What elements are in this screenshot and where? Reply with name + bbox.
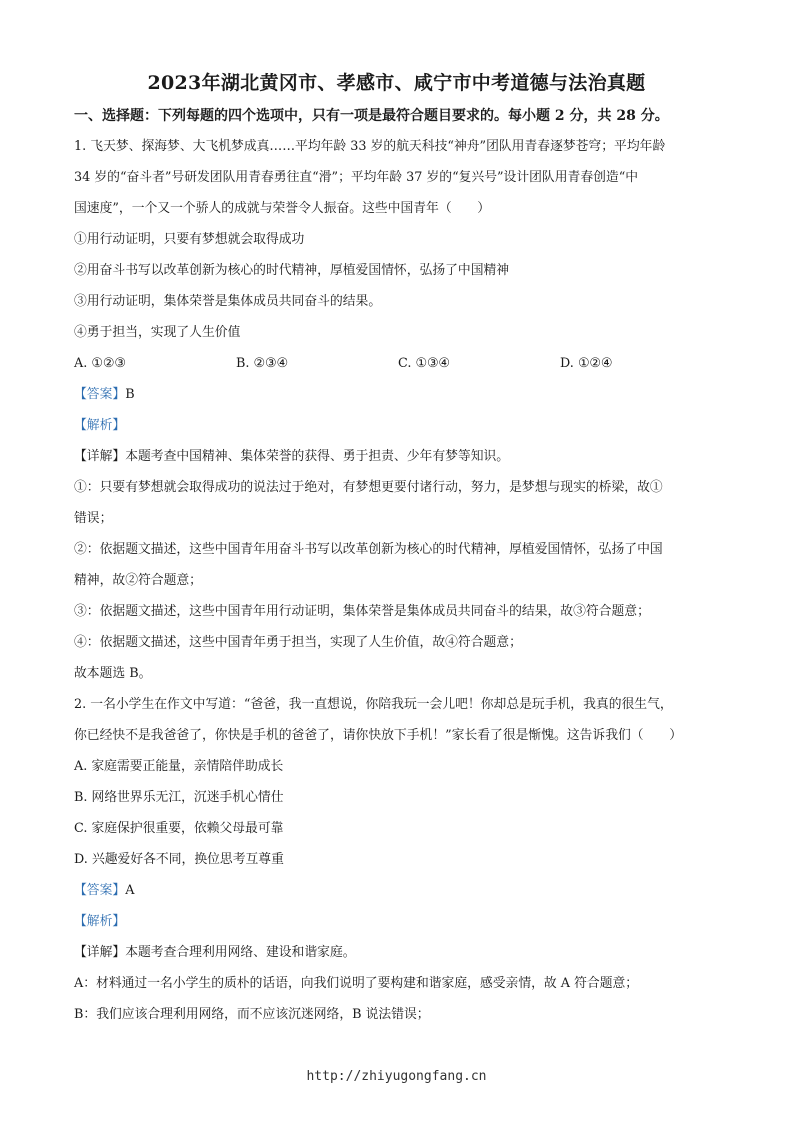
footer-url: http://zhiyugongfang.cn: [306, 1069, 487, 1084]
q1-statement: ④勇于担当，实现了人生价值: [74, 325, 241, 340]
answer-value: B: [125, 387, 135, 402]
document-body: [74, 131, 724, 1030]
q2-option-b: B. 网络世界乐无江，沉迷手机心情仕: [74, 790, 284, 805]
page-title: 2023年湖北黄冈市、孝感市、咸宁市中考道德与法治真题: [147, 72, 646, 94]
q1-stem-line: 国速度”，一个又一个骄人的成就与荣誉令人振奋。这些中国青年（ ）: [74, 201, 491, 216]
q1-detail-line: ①：只要有梦想就会取得成功的说法过于绝对，有梦想更要付诸行动，努力，是梦想与现实的桥梁，故①: [74, 480, 663, 495]
section-heading: 一、选择题：下列每题的四个选项中，只有一项是最符合题目要求的。每小题 2 分，共 28 分。: [74, 108, 669, 124]
q2-detail-line: 【详解】本题考查合理利用网络、建设和谐家庭。: [74, 945, 356, 960]
q1-detail-line: ③：依据题文描述，这些中国青年用行动证明，集体荣誉是集体成员共同奋斗的结果，故③符合题意；: [74, 604, 650, 619]
analysis-tag: 【解析】: [74, 914, 126, 929]
q1-stem-line: 1. 飞天梦、探海梦、大飞机梦成真……平均年龄 33 岁的航天科技“神舟”团队用青春逐梦苍穹；平均年龄: [74, 139, 666, 154]
q1-analysis: [74, 410, 724, 441]
q1-detail-line: ④：依据题文描述，这些中国青年勇于担当，实现了人生价值，故④符合题意；: [74, 635, 522, 650]
answer-tag: 【答案】: [74, 883, 126, 898]
q1-option-c: C. ①③④: [398, 356, 450, 371]
q2-analysis: [74, 906, 724, 937]
answer-tag: 【答案】: [74, 387, 126, 402]
q1-statement: ②用奋斗书写以改革创新为核心的时代精神，厚植爱国情怀，弘扬了中国精神: [74, 263, 510, 278]
q1-detail-line: ②：依据题文描述，这些中国青年用奋斗书写以改革创新为核心的时代精神，厚植爱国情怀，弘扬了中国: [74, 542, 663, 557]
q2-option-d: D. 兴趣爱好各不同，换位思考互尊重: [74, 852, 284, 867]
q2-option-c: C. 家庭保护很重要，依赖父母最可靠: [74, 821, 284, 836]
answer-value: A: [125, 883, 135, 898]
analysis-tag: 【解析】: [74, 418, 126, 433]
q2-detail-line: A：材料通过一名小学生的质朴的话语，向我们说明了要构建和谐家庭，感受亲情，故 A 符合题意；: [74, 976, 639, 991]
q1-detail-line: 错误；: [74, 511, 113, 526]
q2-detail-line: B：我们应该合理利用网络，而不应该沉迷网络，B 说法错误；: [74, 1007, 430, 1022]
q2-option-a: A. 家庭需要正能量，亲情陪伴助成长: [74, 759, 284, 774]
q2-answer: [74, 875, 724, 906]
q1-detail-line: 【详解】本题考查中国精神、集体荣誉的获得、勇于担责、少年有梦等知识。: [74, 449, 510, 464]
q1-options: [74, 348, 724, 379]
q1-answer: [74, 379, 724, 410]
q1-statement: ③用行动证明，集体荣誉是集体成员共同奋斗的结果。: [74, 294, 382, 309]
q1-stem-line: 34 岁的“奋斗者”号研发团队用青春勇往直“滑”；平均年龄 37 岁的“复兴号”设计团队用青春创造“中: [74, 170, 639, 185]
q1-option-a: A. ①②③: [74, 356, 126, 371]
q1-option-d: D. ①②④: [560, 356, 613, 371]
q1-detail-line: 精神，故②符合题意；: [74, 573, 202, 588]
q1-detail-line: 故本题选 B。: [74, 666, 152, 681]
q2-stem-line: 你已经快不是我爸爸了，你快是手机的爸爸了，请你快放下手机！”家长看了很是惭愧。这告诉我们（ ）: [74, 728, 682, 743]
q2-stem-line: 2. 一名小学生在作文中写道：“爸爸，我一直想说，你陪我玩一会儿吧！你却总是玩手机，我真的很生气，: [74, 697, 673, 712]
q1-statement: ①用行动证明，只要有梦想就会取得成功: [74, 232, 305, 247]
q1-option-b: B. ②③④: [236, 356, 288, 371]
